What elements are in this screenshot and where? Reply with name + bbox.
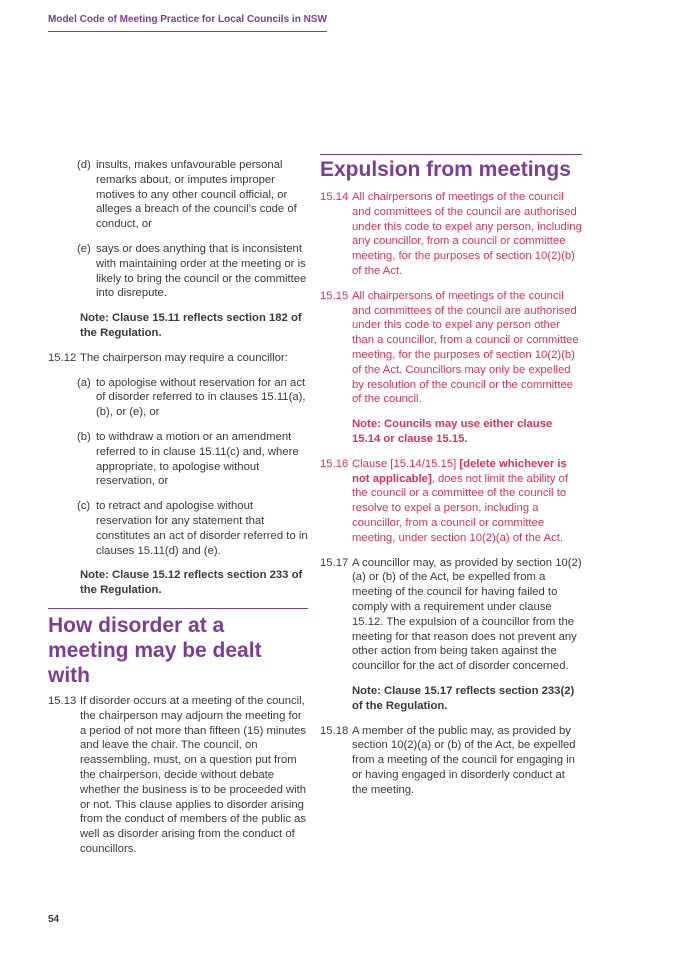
clause-text: All chairpersons of meetings of the council and committees of the council are authorised under this code to expel any person other than a councillor, from a council or committee meeting, for the purposes of section 10(2)(b) of the Act. Councillors may only be expelled by resolution of the council or the committee of the council. (352, 289, 579, 406)
clause-number: 15.13 (48, 694, 77, 707)
clause-15-15 (320, 289, 582, 407)
item-label: (a) (77, 376, 91, 389)
clause-number: 15.14 (320, 191, 349, 203)
clause-number: 15.15 (320, 289, 349, 302)
item-label: (e) (77, 242, 91, 255)
item-text: to apologise without reservation for an act of disorder referred to in clauses 15.11(a), (b), or (e), or (96, 376, 306, 419)
clause-text: A member of the public may, as provided by section 10(2)(a) or (b) of the Act, be expelled from a meeting of the council for engaging in or having engaged in disorderly conduct at the meeting. (352, 724, 576, 796)
left-column (48, 158, 308, 867)
clause-text-bold: [delete whichever is not applicable] (352, 457, 567, 485)
list-item-15-11-e (77, 242, 308, 301)
right-column (320, 154, 582, 807)
clause-15-13 (48, 694, 308, 857)
page-number: 54 (48, 914, 60, 925)
clause-text: A councillor may, as provided by section 10(2)(a) or (b) of the Act, be expelled from a meeting of the council for having failed to comply with a requirement under clause 15.12. The expulsion of a councillor from the meeting for that reason does not prevent any other action from being taken against the councillor for the act of disorder concerned. (352, 556, 582, 673)
clause-text: The chairperson may require a councillor: (80, 351, 288, 364)
note-15-12: Note: Clause 15.12 reflects section 233 of the Regulation. (80, 569, 303, 597)
item-label: (d) (77, 159, 91, 171)
clause-15-16 (320, 457, 582, 546)
note-15-17: Note: Clause 15.17 reflects section 233(2) of the Regulation. (352, 684, 575, 712)
item-text: to withdraw a motion or an amendment referred to in clause 15.11(c) and, where appropriate, to apologise without reservation, or (96, 430, 299, 488)
clause-text: If disorder occurs at a meeting of the council, the chairperson may adjourn the meeting for a period of not more than fifteen (15) minutes and leave the chair. The council, on reassembling, must, on a question put from the chairperson, decide without debate whether the business is to be proceeded with or not. This clause applies to disorder arising from the conduct of members of the public as well as disorder arising from the conduct of councillors. (80, 694, 307, 855)
clause-number: 15.12 (48, 351, 77, 364)
clause-15-14 (320, 190, 582, 279)
item-label: (c) (77, 500, 91, 513)
list-item-15-12-b (77, 430, 308, 489)
note-councils: Note: Councils may use either clause 15.14 or clause 15.15. (352, 418, 553, 445)
list-item-15-11-d (77, 158, 308, 232)
note-15-11: Note: Clause 15.11 reflects section 182 of the Regulation. (80, 312, 302, 339)
clause-number: 15.18 (320, 724, 349, 737)
item-text: to retract and apologise without reservation for any statement that constitutes an act of disorder referred to in clauses 15.11(d) and (e). (96, 500, 308, 557)
clause-text: All chairpersons of meetings of the council and committees of the council are authorised under this code to expel any person, including any councillor, from a council or committee meeting, for the purposes of section 10(2)(b) of the Act. (352, 191, 582, 277)
item-label: (b) (77, 430, 91, 443)
list-item-15-12-a (77, 376, 308, 420)
item-text: says or does anything that is inconsistent with maintaining order at the meeting or is likely to bring the council or the committee into disrepute. (96, 242, 307, 300)
running-header: Model Code of Meeting Practice for Local Councils in NSW (48, 14, 327, 32)
section-heading-expulsion: Expulsion from meetings (320, 154, 582, 182)
clause-text-post: , does not limit the ability of the council or a committee of the council to resolve to expel a person, including a councillor, from a council or committee meeting, under section 10(2)(a) of the Act. (352, 472, 568, 544)
clause-number: 15.17 (320, 556, 349, 569)
clause-number: 15.16 (320, 457, 349, 470)
clause-15-17 (320, 556, 582, 674)
list-item-15-12-c (77, 499, 308, 558)
clause-text (352, 457, 582, 546)
clause-text-pre: Clause [15.14/15.15] (352, 457, 460, 470)
clause-15-12 (48, 351, 308, 366)
section-heading-disorder: How disorder at a meeting may be dealt with (48, 608, 308, 688)
item-text: insults, makes unfavourable personal remarks about, or imputes improper motives to any other council official, or alleges a breach of the council’s code of conduct, or (96, 159, 297, 231)
clause-15-18 (320, 724, 582, 798)
